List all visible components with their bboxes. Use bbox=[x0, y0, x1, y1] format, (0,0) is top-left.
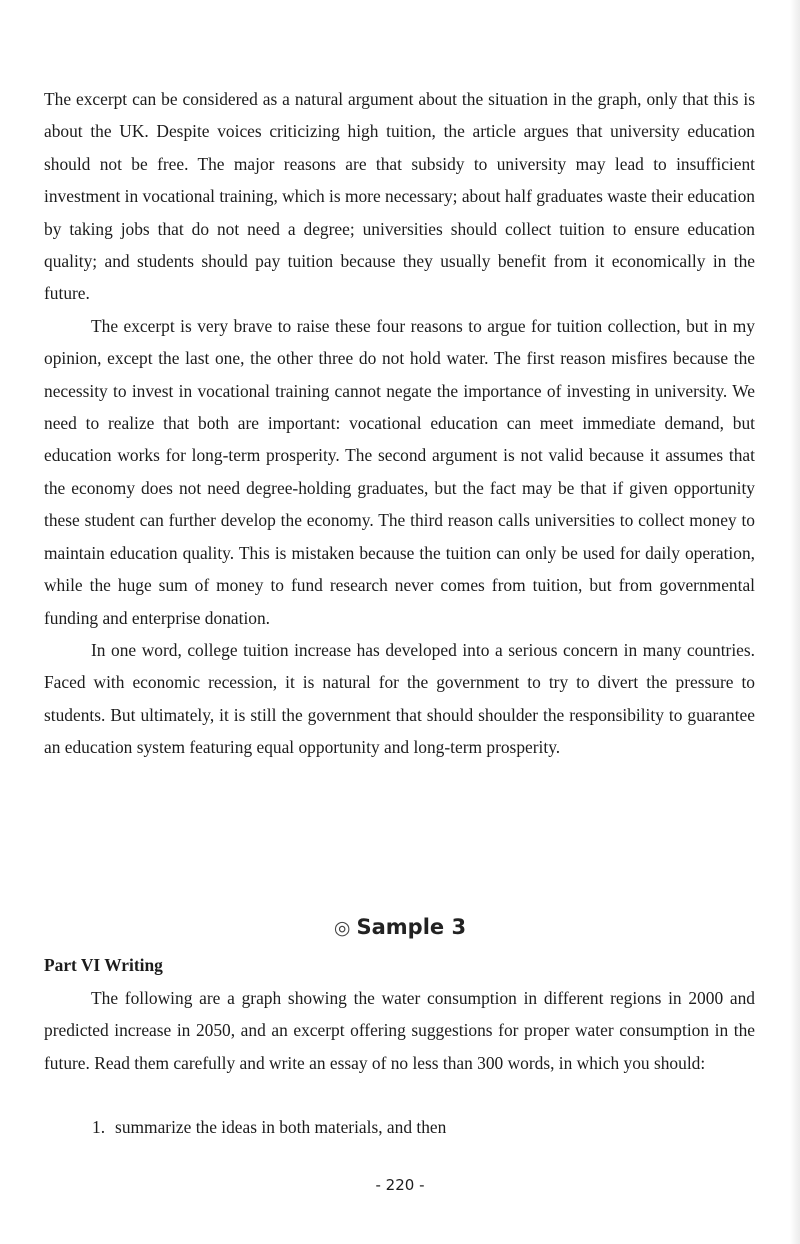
list-item bbox=[92, 1111, 446, 1143]
part-heading: Part VI Writing bbox=[44, 955, 163, 975]
instructions-block bbox=[44, 982, 755, 1079]
paragraph-1: The excerpt can be considered as a natural argument about the situation in the graph, only that this is about the UK. Despite voices criticizing high tuition, the article argues that university education should not be free. The major reasons are that subsidy to university may lead to insufficient investment in vocational training, which is more necessary; about half graduates waste their education by taking jobs that do not need a degree; universities should collect tuition to ensure education quality; and students should pay tuition because they usually benefit from it economically in the future. bbox=[44, 89, 755, 304]
double-circle-icon: ◎ bbox=[333, 917, 351, 939]
instructions-paragraph: The following are a graph showing the water consumption in different regions in 2000 and predicted increase in 2050, and an excerpt offering suggestions for proper water consumption in the future. Read them carefully and write an essay of no less than 300 words, in which you should: bbox=[44, 988, 755, 1073]
list-item-number: 1. bbox=[92, 1117, 106, 1137]
section-title: Sample 3 bbox=[356, 915, 467, 939]
list-item-text: summarize the ideas in both materials, and then bbox=[115, 1117, 447, 1137]
section-heading bbox=[0, 907, 800, 948]
paragraph-3: In one word, college tuition increase has developed into a serious concern in many countries. Faced with economic recession, it is natural for the government to try to divert the pressure to students. But ultimately, it is still the government that should shoulder the responsibility to guarantee an education system featuring equal opportunity and long-term prosperity. bbox=[44, 639, 755, 758]
essay-body bbox=[44, 83, 755, 764]
scan-edge-shadow bbox=[790, 0, 800, 1244]
page-number: - 220 - bbox=[375, 1176, 425, 1194]
paragraph-2: The excerpt is very brave to raise these four reasons to argue for tuition collection, but in my opinion, except the last one, the other three do not hold water. The first reason misfires because the necessity to invest in vocational training cannot negate the importance of investing in university. We need to realize that both are important: vocational education can meet immediate demand, but education works for long-term prosperity. The second argument is not valid because it assumes that the economy does not need degree-holding graduates, but the fact may be that if given opportunity these student can further develop the economy. The third reason calls universities to collect money to maintain education quality. This is mistaken because the tuition can only be used for daily operation, while the huge sum of money to fund research never comes from tuition, but from governmental funding and enterprise donation. bbox=[44, 315, 755, 628]
